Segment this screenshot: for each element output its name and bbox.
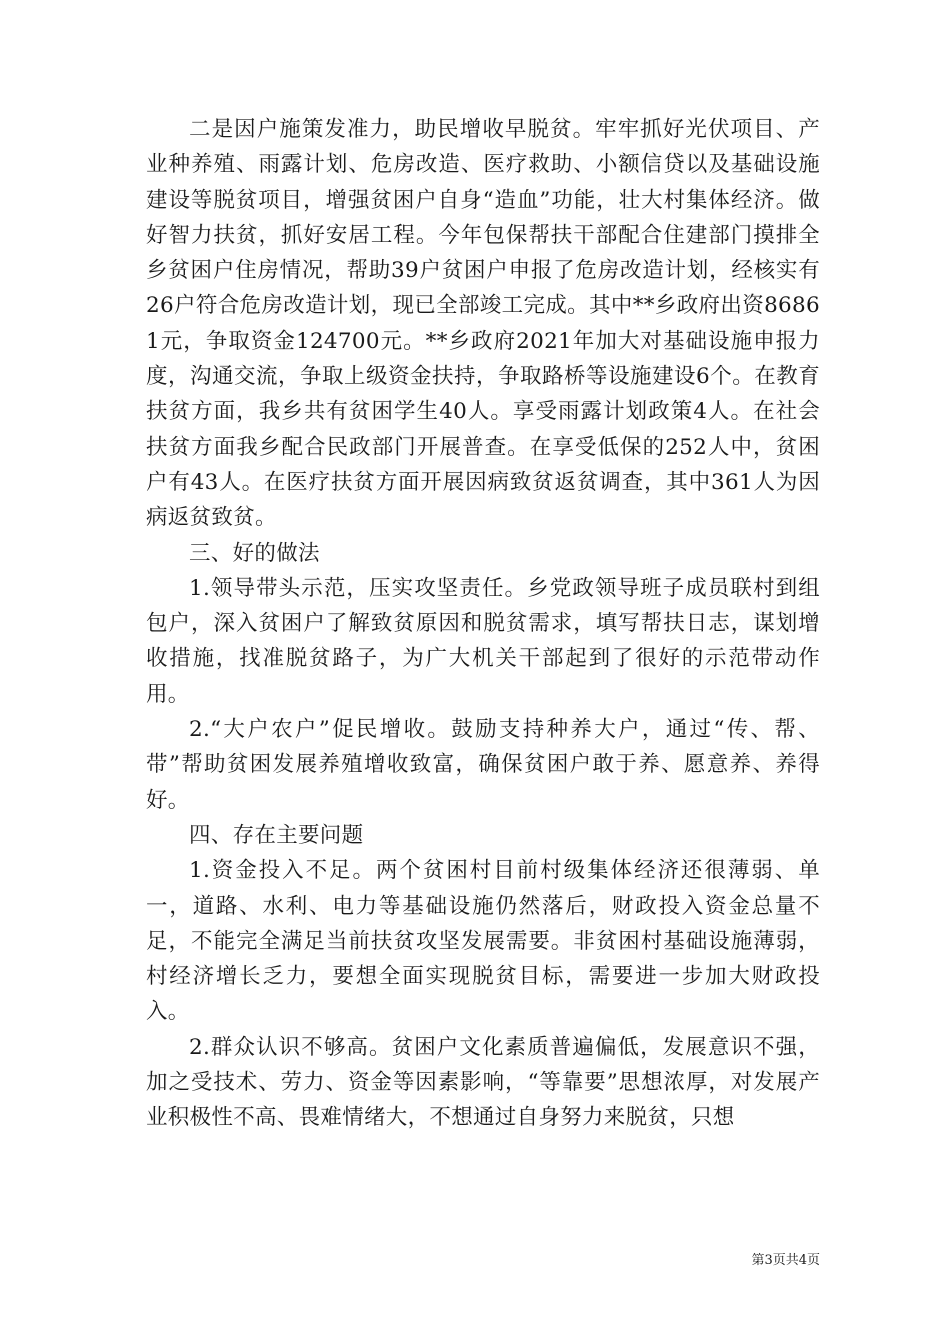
section-heading-good-practices: 三、好的做法	[189, 540, 320, 566]
paragraph-large-households: 2.“大户农户”促民增收。鼓励支持种养大户，通过“传、帮、带”帮助贫困发展养殖增收致富，确保贫困户敢于养、愿意养、养得好。	[146, 717, 820, 813]
paragraph-leadership-demonstration: 1.领导带头示范，压实攻坚责任。乡党政领导班子成员联村到组包户，深入贫困户了解致贫原因和脱贫需求，填写帮扶日志，谋划增收措施，找准脱贫路子，为广大机关干部起到了很好的示范带动作用。	[146, 575, 820, 707]
paragraph-low-awareness: 2.群众认识不够高。贫困户文化素质普遍偏低，发展意识不强，加之受技术、劳力、资金等因素影响，“等靠要”思想浓厚，对发展产业积极性不高、畏难情绪大，不想通过自身努力来脱贫，只想	[146, 1034, 820, 1131]
section-heading-main-problems: 四、存在主要问题	[189, 822, 364, 848]
paragraph-targeted-measures: 二是因户施策发准力，助民增收早脱贫。牢牢抓好光伏项目、产业种养殖、雨露计划、危房改造、医疗救助、小额信贷以及基础设施建设等脱贫项目，增强贫困户自身“造血”功能，壮大村集体经济。做好智力扶贫，抓好安居工程。今年包保帮扶干部配合住建部门摸排全乡贫困户住房情况，帮助39户贫困户申报了危房改造计划，经核实有26户符合危房改造计划，现已全部竣工完成。其中**乡政府出资86861元，争取资金124700元。**乡政府2021年加大对基础设施申报力度，沟通交流，争取上级资金扶持，争取路桥等设施建设6个。在教育扶贫方面，我乡共有贫困学生40人。享受雨露计划政策4人。在社会扶贫方面我乡配合民政部门开展普查。在享受低保的252人中，贫困户有43人。在医疗扶贫方面开展因病致贫返贫调查，其中361人为因病返贫致贫。	[146, 117, 820, 531]
document-body	[146, 112, 820, 1136]
page-number: 第3页共4页	[751, 1253, 820, 1268]
paragraph-insufficient-funding: 1.资金投入不足。两个贫困村目前村级集体经济还很薄弱、单一，道路、水利、电力等基础设施仍然落后，财政投入资金总量不足，不能完全满足当前扶贫攻坚发展需要。非贫困村基础设施薄弱，村经济增长乏力，要想全面实现脱贫目标，需要进一步加大财政投入。	[146, 858, 820, 1025]
